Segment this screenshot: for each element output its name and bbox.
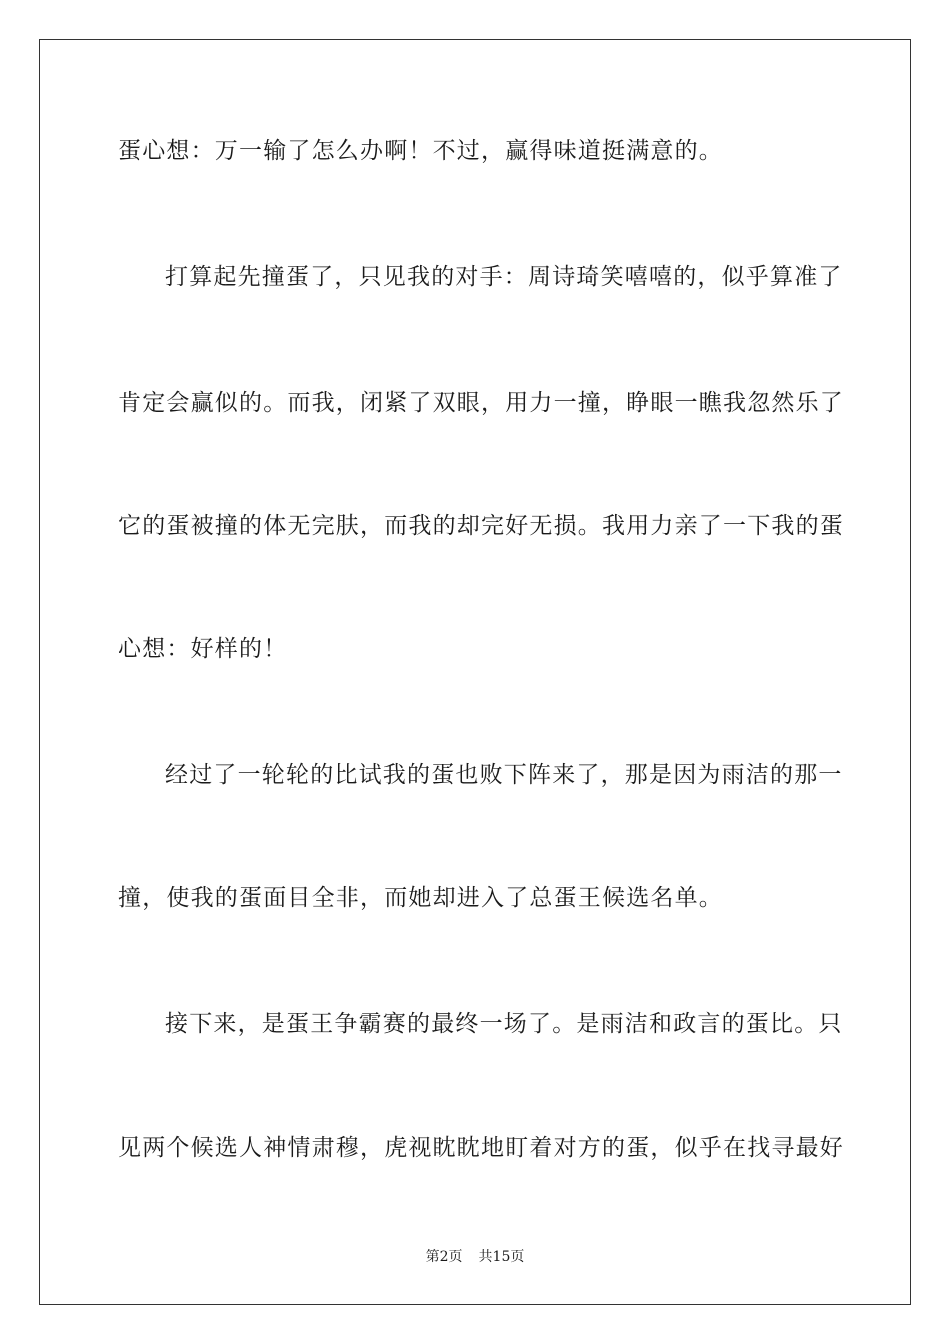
- text-line: 接下来，是蛋王争霸赛的最终一场了。是雨洁和政言的蛋比。只: [165, 1011, 843, 1037]
- page-frame: [39, 39, 911, 1305]
- page-footer: [0, 1248, 950, 1266]
- text-line: 蛋心想：万一输了怎么办啊！不过，赢得味道挺满意的。: [118, 138, 723, 164]
- text-line: 心想：好样的！: [118, 636, 288, 662]
- text-line: 见两个候选人神情肃穆，虎视眈眈地盯着对方的蛋，似乎在找寻最好: [118, 1135, 844, 1161]
- text-line: 撞，使我的蛋面目全非，而她却进入了总蛋王候选名单。: [118, 885, 723, 911]
- page-total: 共15页: [478, 1249, 525, 1265]
- text-line: 它的蛋被撞的体无完肤，而我的却完好无损。我用力亲了一下我的蛋: [118, 513, 844, 539]
- text-line: 经过了一轮轮的比试我的蛋也败下阵来了，那是因为雨洁的那一: [165, 762, 843, 788]
- text-line: 打算起先撞蛋了，只见我的对手：周诗琦笑嘻嘻的，似乎算准了: [165, 264, 843, 290]
- page-number: 第2页: [425, 1249, 463, 1265]
- text-line: 肯定会赢似的。而我，闭紧了双眼，用力一撞，睁眼一瞧我忽然乐了: [118, 390, 844, 416]
